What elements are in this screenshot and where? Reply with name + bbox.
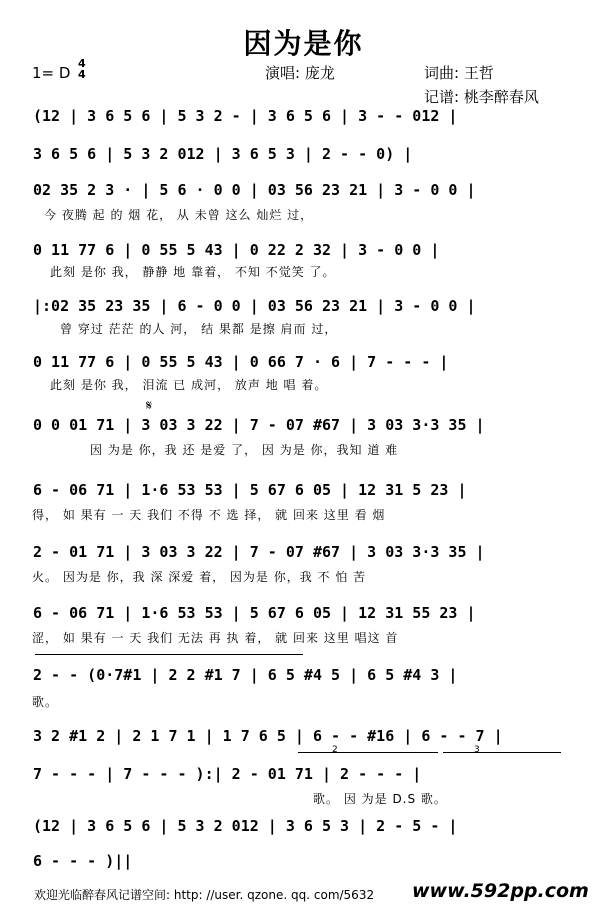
key-signature: 1= D <box>32 64 71 82</box>
volta-label-2: 2 <box>332 745 338 755</box>
volta-bracket-2 <box>298 752 438 753</box>
singer-credit: 演唱: 庞龙 <box>265 64 335 82</box>
segno-sign: 𝄋 <box>146 398 153 414</box>
score-row-15: 6 - - - )|| <box>33 852 133 870</box>
score-row-5: |:02 35 23 35 | 6 - 0 0 | 03 56 23 21 | 3 - 0 0 | <box>33 297 476 315</box>
score-row-9: 2 - 01 71 | 3 03 3 22 | 7 - 07 #67 | 3 03 3·3 35 | <box>33 543 485 561</box>
score-row-8: 6 - 06 71 | 1·6 53 53 | 5 67 6 05 | 12 31 5 23 | <box>33 481 467 499</box>
composer-credit: 词曲: 王哲 <box>424 64 494 82</box>
score-row-2: 3 6 5 6 | 5 3 2 012 | 3 6 5 3 | 2 - - 0) | <box>33 145 413 163</box>
lyric-row-6: 此刻 是你 我， 泪流 已 成河， 放声 地 唱 着。 <box>50 378 328 392</box>
lyric-row-9: 火。 因为是 你，我 深 深爱 着， 因为是 你，我 不 怕 苦 <box>32 570 367 584</box>
score-row-4: 0 11 77 6 | 0 55 5 43 | 0 22 2 32 | 3 - 0 0 | <box>33 241 440 259</box>
score-row-1: (12 | 3 6 5 6 | 5 3 2 - | 3 6 5 6 | 3 - - 012 | <box>33 107 458 125</box>
slur-line <box>35 654 303 655</box>
lyric-row-4: 此刻 是你 我， 静静 地 靠着， 不知 不觉笑 了。 <box>50 265 336 279</box>
score-row-14: (12 | 3 6 5 6 | 5 3 2 012 | 3 6 5 3 | 2 - 5 - | <box>33 817 458 835</box>
lyric-row-5: 曾 穿过 茫茫 的人 河， 结 果都 是擦 肩而 过， <box>60 322 338 336</box>
lyric-row-3: 今 夜腾 起 的 烟 花， 从 未曾 这么 灿烂 过， <box>44 208 314 222</box>
score-row-11: 2 - - (0·7#1 | 2 2 #1 7 | 6 5 #4 5 | 6 5 #4 3 | <box>33 666 458 684</box>
lyric-row-11: 歌。 <box>32 695 59 709</box>
score-row-6: 0 11 77 6 | 0 55 5 43 | 0 66 7 · 6 | 7 - - - | <box>33 353 449 371</box>
lyric-row-7: 因 为是 你，我 还 是爱 了， 因 为是 你，我知 道 难 <box>90 443 399 457</box>
song-title: 因为是你 <box>243 27 364 60</box>
lyric-row-8: 得， 如 果有 一 天 我们 不得 不 选 择， 就 回来 这里 看 烟 <box>32 508 386 522</box>
lyric-row-10: 涩， 如 果有 一 天 我们 无法 再 执 着， 就 回来 这里 唱这 首 <box>32 631 399 645</box>
transcriber-credit: 记谱: 桃李醉春风 <box>424 88 539 106</box>
score-row-3: 02 35 2 3 · | 5 6 · 0 0 | 03 56 23 21 | 3 - 0 0 | <box>33 181 476 199</box>
volta-bracket-3 <box>443 752 561 753</box>
volta-label-3: 3 <box>474 745 480 755</box>
score-row-10: 6 - 06 71 | 1·6 53 53 | 5 67 6 05 | 12 31 55 23 | <box>33 604 476 622</box>
score-row-7: 0 0 01 71 | 3 03 3 22 | 7 - 07 #67 | 3 03 3·3 35 | <box>33 416 485 434</box>
score-row-13: 7 - - - | 7 - - - ):| 2 - 01 71 | 2 - - - | <box>33 765 422 783</box>
time-signature: 4 4 <box>78 57 86 81</box>
footer-link-text: 欢迎光临醉春风记谱空间: http: //user. qzone. qq. com/5632 <box>34 888 375 902</box>
site-watermark: www.592pp.com <box>412 880 589 902</box>
lyric-row-13: 歌。 因 为是 D.S 歌。 <box>313 792 447 806</box>
score-row-12: 3 2 #1 2 | 2 1 7 1 | 1 7 6 5 | 6 - - #16 | 6 - - 7 | <box>33 727 503 745</box>
